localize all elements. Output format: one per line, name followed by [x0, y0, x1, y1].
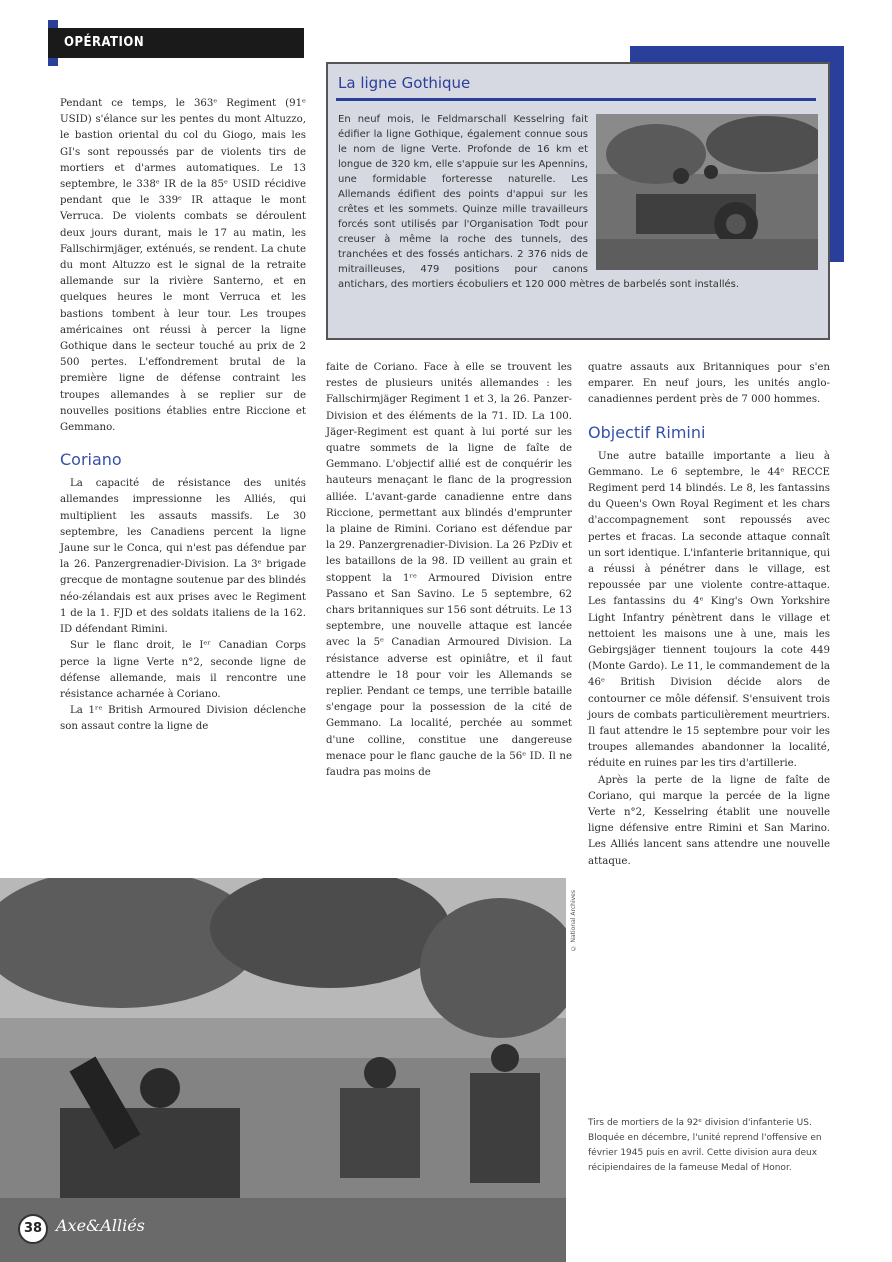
paragraph: faite de Coriano. Face à elle se trouvent les restes de plusieurs unités allemandes : les Fallschirmjäger Regiment 1 et 3, la 26. Panzer-Division et des éléments de la 71. ID. La 100. Jäger-Regiment est quant à lui porté sur les quatre sommets de la ligne de faîte de Gemmano. L'objectif allié est de conquérir les hauteurs menaçant le flanc de la progression alliée. L'avant-garde canadienne entre dans Riccione, permettant aux blindés d'emprunter la plaine de Rimini. Coriano est défendue par la 29. Panzergrenadier-Division. La 26 PzDiv et les bataillons de la 98. ID veillent au grain et stoppent la 1ʳᵉ Armoured Division entre Passano et San Savino. Le 5 septembre, 62 chars britanniques sur 156 sont détruits. Le 13 septembre, une nouvelle attaque est lancée avec la 5ᵉ Canadian Armoured Division. La résistance adverse est opiniâtre, et il faut attendre le 18 pour voir les Allemands se replier. Pendant ce temps, une terrible bataille s'engage pour la possession de la cité de Gemmano. La localité, perchée au sommet d'une colline, constitue une dangereuse menace pour le flanc gauche de la 56ᵉ ID. Il ne faudra pas moins de	[326, 362, 572, 779]
sidebar-box-rule	[336, 98, 816, 101]
text-column-3	[588, 360, 830, 870]
sidebar-photo	[596, 114, 818, 270]
main-photo	[0, 878, 566, 1262]
photo-caption: Tirs de mortiers de la 92ᵉ division d'infanterie US. Bloquée en décembre, l'unité reprend l'offensive en février 1945 puis en avril. Cette division aura deux récipiendaires de la fameuse Medal of Honor.	[588, 1118, 822, 1173]
text-column-2	[326, 360, 572, 781]
paragraph: Une autre bataille importante a lieu à Gemmano. Le 6 septembre, le 44ᵉ RECCE Regiment perd 14 blindés. Le 8, les fantassins du Queen's Own Royal Regiment et les chars d'accompagnement sont repoussés avec pertes et fracas. La seconde attaque connaît un sort identique. L'infanterie britannique, qui a réussi à pénétrer dans le village, est repoussée par une violente contre-attaque. Les fantassins du 4ᵉ King's Own Yorkshire Light Infantry pénètrent dans le village et nettoient les maisons une à une, mais les Gebirgsjäger tiennent toujours la cote 449 (Monte Gardo). Le 11, le commandement de la 46ᵉ British Division décide alors de contourner ce môle défensif. S'ensuivent trois jours de combats particulièrement meurtriers. Il faut attendre le 15 septembre pour voir les troupes allemandes abandonner la localité, réduite en ruines par les tirs d'artillerie.	[588, 450, 830, 770]
text-column-1	[60, 96, 306, 736]
photo-credit: © National Archives	[570, 890, 577, 952]
heading-objectif-rimini: Objectif Rimini	[588, 422, 706, 442]
sidebar-box-body: En neuf mois, le Feldmarschall Kesselring fait édifier la ligne Gothique, également connue sous le nom de ligne Verte. Profonde de 16 km et longue de 320 km, elle s'appuie sur les Apennins, une formidable forteresse naturelle. Les Allemands édifient des points d'appui sur les crêtes et les sommets. Quinze mille travailleurs forcés sont utilisés par l'Organisation Todt pour creuser à même la roche des tunnels, des tranchées et des fossés antichars. 2 376 nids de mitrailleuses, 479 positions pour canons antichars, des mortiers écobuliers et 120 000 mètres de barbelés sont installés.	[338, 114, 740, 290]
paragraph: La capacité de résistance des unités allemandes impressionne les Alliés, qui multiplient les assauts massifs. Le 30 septembre, les Canadiens percent la ligne Jaune sur le Conca, qui n'est pas défendue par la 26. Panzergrenadier-Division. La 3ᵉ brigade grecque de montagne soutenue par des blindés néo-zélandais est aux prises avec le Regiment 1 de la 1. FJD et des soldats italiens de la 162. ID défendant Rimini.	[60, 478, 306, 636]
paragraph: quatre assauts aux Britanniques pour s'en emparer. En neuf jours, les unités anglo-canadiennes perdent près de 7 000 hommes.	[588, 362, 830, 406]
paragraph: La 1ʳᵉ British Armoured Division déclenche son assaut contre la ligne de	[60, 705, 306, 733]
sidebar-box-text	[338, 112, 818, 292]
sidebar-box-title: La ligne Gothique	[338, 74, 471, 92]
heading-coriano: Coriano	[60, 450, 122, 470]
magazine-brand: Axe&Alliés	[56, 1216, 145, 1235]
paragraph: Pendant ce temps, le 363ᵉ Regiment (91ᵉ USID) s'élance sur les pentes du mont Altuzzo, le bastion oriental du col du Giogo, mais les GI's sont repoussés par de violents tirs de mortiers et d'armes automatiques. Le 13 septembre, le 338ᵉ IR de la 85ᵉ USID récidive pendant que le 339ᵉ IR attaque le mont Verruca. De violents combats se déroulent deux jours durant, mais le 17 au matin, les Fallschirmjäger, exténués, se rendent. La chute du mont Altuzzo est le signal de la retraite allemande sur la rivière Santerno, et en quelques heures le mont Verruca et les bastions tombent à leur tour. Les troupes américaines ont réussi à percer la ligne Gothique dans le secteur touché au prix de 2 500 pertes. L'effondrement brutal de la première ligne de défense contraint les troupes allemandes à se replier sur de nouvelles positions établies entre Riccione et Gemmano.	[60, 98, 306, 434]
section-label: OPÉRATION	[64, 35, 145, 50]
paragraph: Sur le flanc droit, le Iᵉʳ Canadian Corps perce la ligne Verte n°2, seconde ligne de défense allemande, mais il rencontre une résistance acharnée à Coriano.	[60, 640, 306, 700]
paragraph: Après la perte de la ligne de faîte de Coriano, qui marque la percée de la ligne Verte n°2, Kesselring établit une nouvelle ligne défensive entre Rimini et San Marino. Les Alliés lancent sans attendre une nouvelle attaque.	[588, 774, 830, 867]
page-number: 38	[18, 1214, 48, 1244]
